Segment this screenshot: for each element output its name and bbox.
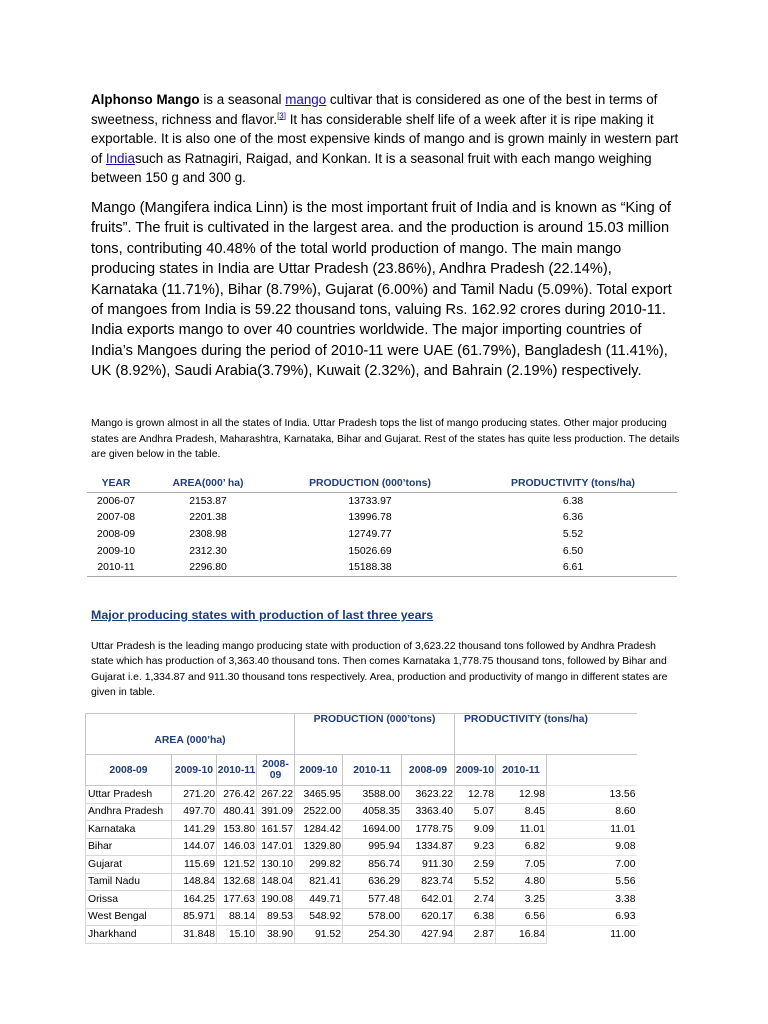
cell-area-2010-11: 130.10 xyxy=(257,856,295,874)
cell-productivity-2009-10: 11.01 xyxy=(496,821,547,839)
cell-productivity-2009-10: 16.84 xyxy=(496,926,547,944)
cell-area-2009-10: 15.10 xyxy=(217,926,257,944)
cell-production-2008-09: 821.41 xyxy=(295,873,343,891)
cell-productivity-2008-09: 2.74 xyxy=(455,891,496,909)
states-intro-paragraph: Mango is grown almost in all the states of India. Uttar Pradesh tops the list of mango producing states. Other major producing states are Andhra Pradesh, Maharashtra, Karnataka, Bihar and Gujarat. Rest of the states has quite less production. The details are given below in the table. xyxy=(91,418,680,461)
intro-text-1: is a seasonal xyxy=(199,92,286,107)
cell-area-2009-10: 153.80 xyxy=(217,821,257,839)
cell-area-2008-09: 141.29 xyxy=(172,821,217,839)
cell-state-name: Karnataka xyxy=(86,821,172,839)
cell-production-2010-11: 1778.75 xyxy=(402,821,455,839)
cell-productivity: 5.52 xyxy=(562,528,584,540)
cell-productivity-2008-09: 9.09 xyxy=(455,821,496,839)
cell-productivity-2010-11: 8.60 xyxy=(547,803,637,821)
cell-state-name: Orissa xyxy=(86,891,172,909)
cell-productivity-2008-09: 12.78 xyxy=(455,786,496,804)
header-productivity-2008-09: 2008-09 xyxy=(402,755,455,786)
cell-productivity-2008-09: 2.59 xyxy=(455,856,496,874)
cell-productivity-2009-10: 7.05 xyxy=(496,856,547,874)
cell-state-name: Gujarat xyxy=(86,856,172,874)
cell-production-2010-11: 620.17 xyxy=(402,908,455,926)
table-row xyxy=(86,926,637,944)
cell-year: 2006-07 xyxy=(96,495,136,507)
cell-area-2008-09: 271.20 xyxy=(172,786,217,804)
cell-state-name: Jharkhand xyxy=(86,926,172,944)
cell-year: 2008-09 xyxy=(96,528,136,540)
cell-production: 15026.69 xyxy=(348,545,392,557)
cell-production: 13996.78 xyxy=(348,512,392,524)
cell-area-2008-09: 164.25 xyxy=(172,891,217,909)
cell-production-2009-10: 4058.35 xyxy=(343,803,402,821)
intro-title: Alphonso Mango xyxy=(91,92,200,107)
india-link[interactable]: India xyxy=(105,150,135,166)
cell-productivity-2008-09: 5.07 xyxy=(455,803,496,821)
table-row xyxy=(86,856,637,874)
header-blank xyxy=(547,755,637,786)
cell-production-2010-11: 911.30 xyxy=(402,856,455,874)
header-production: PRODUCTION (000’tons) xyxy=(271,475,469,493)
table-row xyxy=(87,559,677,576)
cell-area-2010-11: 38.90 xyxy=(257,926,295,944)
cell-area-2008-09: 148.84 xyxy=(172,873,217,891)
cell-production-2009-10: 578.00 xyxy=(343,908,402,926)
state-table-year-header-row xyxy=(86,755,637,786)
cell-productivity-2010-11: 13.56 xyxy=(547,786,637,804)
cell-productivity-2009-10: 8.45 xyxy=(496,803,547,821)
header-year: YEAR xyxy=(87,475,145,493)
cell-production-2009-10: 995.94 xyxy=(343,838,402,856)
table-row xyxy=(86,821,637,839)
cell-production-2008-09: 3465.95 xyxy=(295,786,343,804)
header-area-group: AREA (000’ha) xyxy=(86,714,295,755)
header-production-2008-09: 2008-09 xyxy=(257,755,295,786)
cell-productivity-2009-10: 3.25 xyxy=(496,891,547,909)
cell-area: 2153.87 xyxy=(189,495,227,507)
cell-area-2008-09: 497.70 xyxy=(172,803,217,821)
cell-production-2010-11: 3623.22 xyxy=(402,786,455,804)
table-row xyxy=(86,891,637,909)
cell-productivity-2010-11: 9.08 xyxy=(547,838,637,856)
cell-area: 2201.38 xyxy=(189,512,227,524)
cell-state-name: Bihar xyxy=(86,838,172,856)
state-production-table xyxy=(85,713,637,944)
cell-production-2008-09: 91.52 xyxy=(295,926,343,944)
yearly-table-header-row xyxy=(87,475,677,493)
cell-productivity-2010-11: 5.56 xyxy=(547,873,637,891)
cell-area-2010-11: 161.57 xyxy=(257,821,295,839)
cell-area-2009-10: 88.14 xyxy=(217,908,257,926)
cell-productivity-2008-09: 6.38 xyxy=(455,908,496,926)
cell-area-2010-11: 147.01 xyxy=(257,838,295,856)
table-row xyxy=(87,526,677,543)
cell-productivity-2009-10: 6.82 xyxy=(496,838,547,856)
header-area-2008-09: 2008-09 xyxy=(86,755,172,786)
header-production-group: PRODUCTION (000’tons) xyxy=(295,714,455,755)
state-table-group-header-row xyxy=(86,714,637,755)
cell-area-2010-11: 391.09 xyxy=(257,803,295,821)
cell-area-2010-11: 267.22 xyxy=(257,786,295,804)
cell-production: 15188.38 xyxy=(271,559,469,576)
header-area: AREA(000’ ha) xyxy=(145,475,271,493)
table-row xyxy=(86,803,637,821)
cell-production-2010-11: 427.94 xyxy=(402,926,455,944)
table-row xyxy=(87,510,677,527)
cell-production-2010-11: 642.01 xyxy=(402,891,455,909)
header-productivity-group: PRODUCTIVITY (tons/ha) xyxy=(455,714,637,755)
cell-state-name: West Bengal xyxy=(86,908,172,926)
section-heading: Major producing states with production of last three years xyxy=(91,608,434,622)
cell-area-2010-11: 148.04 xyxy=(257,873,295,891)
cell-area-2008-09: 31.848 xyxy=(172,926,217,944)
cell-productivity-2008-09: 5.52 xyxy=(455,873,496,891)
cell-productivity-2009-10: 4.80 xyxy=(496,873,547,891)
header-production-2010-11: 2010-11 xyxy=(343,755,402,786)
header-productivity-2009-10: 2009-10 xyxy=(455,755,496,786)
cell-area-2008-09: 115.69 xyxy=(172,856,217,874)
cell-year: 2009-10 xyxy=(96,545,136,557)
intro-text-3: It has considerable shelf life of a week after it is ripe making it exportable. It is also one of the most expensive kinds of mango and is grown mainly in western part of xyxy=(91,111,679,166)
cell-area-2010-11: 89.53 xyxy=(257,908,295,926)
cell-production-2010-11: 823.74 xyxy=(402,873,455,891)
cell-area-2009-10: 177.63 xyxy=(217,891,257,909)
table-row xyxy=(87,543,677,560)
cell-productivity: 6.36 xyxy=(562,512,584,524)
cell-productivity-2010-11: 3.38 xyxy=(547,891,637,909)
cell-area: 2308.98 xyxy=(189,528,227,540)
cell-production-2008-09: 2522.00 xyxy=(295,803,343,821)
cell-productivity-2010-11: 11.00 xyxy=(547,926,637,944)
cell-productivity-2010-11: 6.93 xyxy=(547,908,637,926)
header-area-2009-10: 2009-10 xyxy=(172,755,217,786)
cell-year: 2007-08 xyxy=(96,512,136,524)
yearly-production-table xyxy=(87,475,677,577)
cell-production-2009-10: 254.30 xyxy=(343,926,402,944)
cell-area: 2312.30 xyxy=(189,545,227,557)
cell-area-2009-10: 132.68 xyxy=(217,873,257,891)
table-row xyxy=(86,786,637,804)
cell-area-2009-10: 480.41 xyxy=(217,803,257,821)
header-production-2009-10: 2009-10 xyxy=(295,755,343,786)
cell-area-2010-11: 190.08 xyxy=(257,891,295,909)
header-area-2010-11: 2010-11 xyxy=(217,755,257,786)
mango-link[interactable]: mango xyxy=(285,92,327,107)
reference-link[interactable]: [3] xyxy=(277,111,286,121)
table-row xyxy=(87,493,677,510)
cell-production-2009-10: 3588.00 xyxy=(343,786,402,804)
table-row xyxy=(86,838,637,856)
cell-production-2010-11: 1334.87 xyxy=(402,838,455,856)
cell-production-2009-10: 636.29 xyxy=(343,873,402,891)
cell-productivity-2009-10: 12.98 xyxy=(496,786,547,804)
cell-productivity-2010-11: 11.01 xyxy=(547,821,637,839)
cell-area-2009-10: 276.42 xyxy=(217,786,257,804)
mango-overview-paragraph: Mango (Mangifera indica Linn) is the most important fruit of India and is known as “King of fruits”. The fruit is cultivated in the largest area. and the production is around 15.03 million tons, contributing 40.48% of the total world production of mango. The main mango producing states in India are Uttar Pradesh (23.86%), Andhra Pradesh (22.14%), Karnataka (11.71%), Bihar (8.79%), Gujarat (6.00%) and Tamil Nadu (5.09%). Total export of mangoes from India is 59.22 thousand tons, valuing Rs. 162.92 crores during 2010-11. India exports mango to over 40 countries worldwide. The major importing countries of India’s Mangoes during the period of 2010-11 were UAE (61.79%), Bangladesh (11.41%), UK (8.92%), Saudi Arabia(3.79%), Kuwait (2.32%), and Bahrain (2.19%) respectively. xyxy=(91,200,672,380)
cell-production-2008-09: 449.71 xyxy=(295,891,343,909)
cell-production-2009-10: 1694.00 xyxy=(343,821,402,839)
cell-production-2008-09: 1329.80 xyxy=(295,838,343,856)
cell-production-2008-09: 548.92 xyxy=(295,908,343,926)
table-row xyxy=(86,873,637,891)
cell-productivity: 6.38 xyxy=(562,495,584,507)
table-row xyxy=(86,908,637,926)
cell-area: 2296.80 xyxy=(145,559,271,576)
intro-paragraph xyxy=(91,90,691,188)
cell-area-2009-10: 121.52 xyxy=(217,856,257,874)
intro-text-2: cultivar that is considered as one of the best in terms of sweetness, richness and flavor. xyxy=(91,92,658,127)
cell-state-name: Andhra Pradesh xyxy=(86,803,172,821)
cell-productivity-2008-09: 2.87 xyxy=(455,926,496,944)
states-production-paragraph: Uttar Pradesh is the leading mango producing state with production of 3,623.22 thousand tons followed by Andhra Pradesh state which has production of 3,363.40 thousand tons. Then comes Karnataka 1,778.75 thousand tons, followed by Bihar and Gujarat i.e. 1,334.87 and 911.30 thousand tons respectively. Area, production and productivity of mango in different states are given in table. xyxy=(91,641,668,699)
cell-area-2008-09: 85.971 xyxy=(172,908,217,926)
cell-production-2010-11: 3363.40 xyxy=(402,803,455,821)
cell-area-2009-10: 146.03 xyxy=(217,838,257,856)
cell-area-2008-09: 144.07 xyxy=(172,838,217,856)
cell-production-2008-09: 299.82 xyxy=(295,856,343,874)
cell-production: 12749.77 xyxy=(348,528,392,540)
cell-productivity-2009-10: 6.56 xyxy=(496,908,547,926)
cell-productivity: 6.61 xyxy=(469,559,677,576)
cell-productivity-2010-11: 7.00 xyxy=(547,856,637,874)
header-productivity-2010-11: 2010-11 xyxy=(496,755,547,786)
cell-productivity: 6.50 xyxy=(562,545,584,557)
cell-production-2009-10: 577.48 xyxy=(343,891,402,909)
cell-year: 2010-11 xyxy=(87,559,145,576)
cell-production-2008-09: 1284.42 xyxy=(295,821,343,839)
header-productivity: PRODUCTIVITY (tons/ha) xyxy=(469,475,677,493)
cell-state-name: Tamil Nadu xyxy=(86,873,172,891)
cell-productivity-2008-09: 9.23 xyxy=(455,838,496,856)
cell-state-name: Uttar Pradesh xyxy=(86,786,172,804)
intro-text-4: such as Ratnagiri, Raigad, and Konkan. It is a seasonal fruit with each mango weighing between 150 g and 300 g. xyxy=(91,150,652,186)
cell-production-2009-10: 856.74 xyxy=(343,856,402,874)
cell-production: 13733.97 xyxy=(348,495,392,507)
